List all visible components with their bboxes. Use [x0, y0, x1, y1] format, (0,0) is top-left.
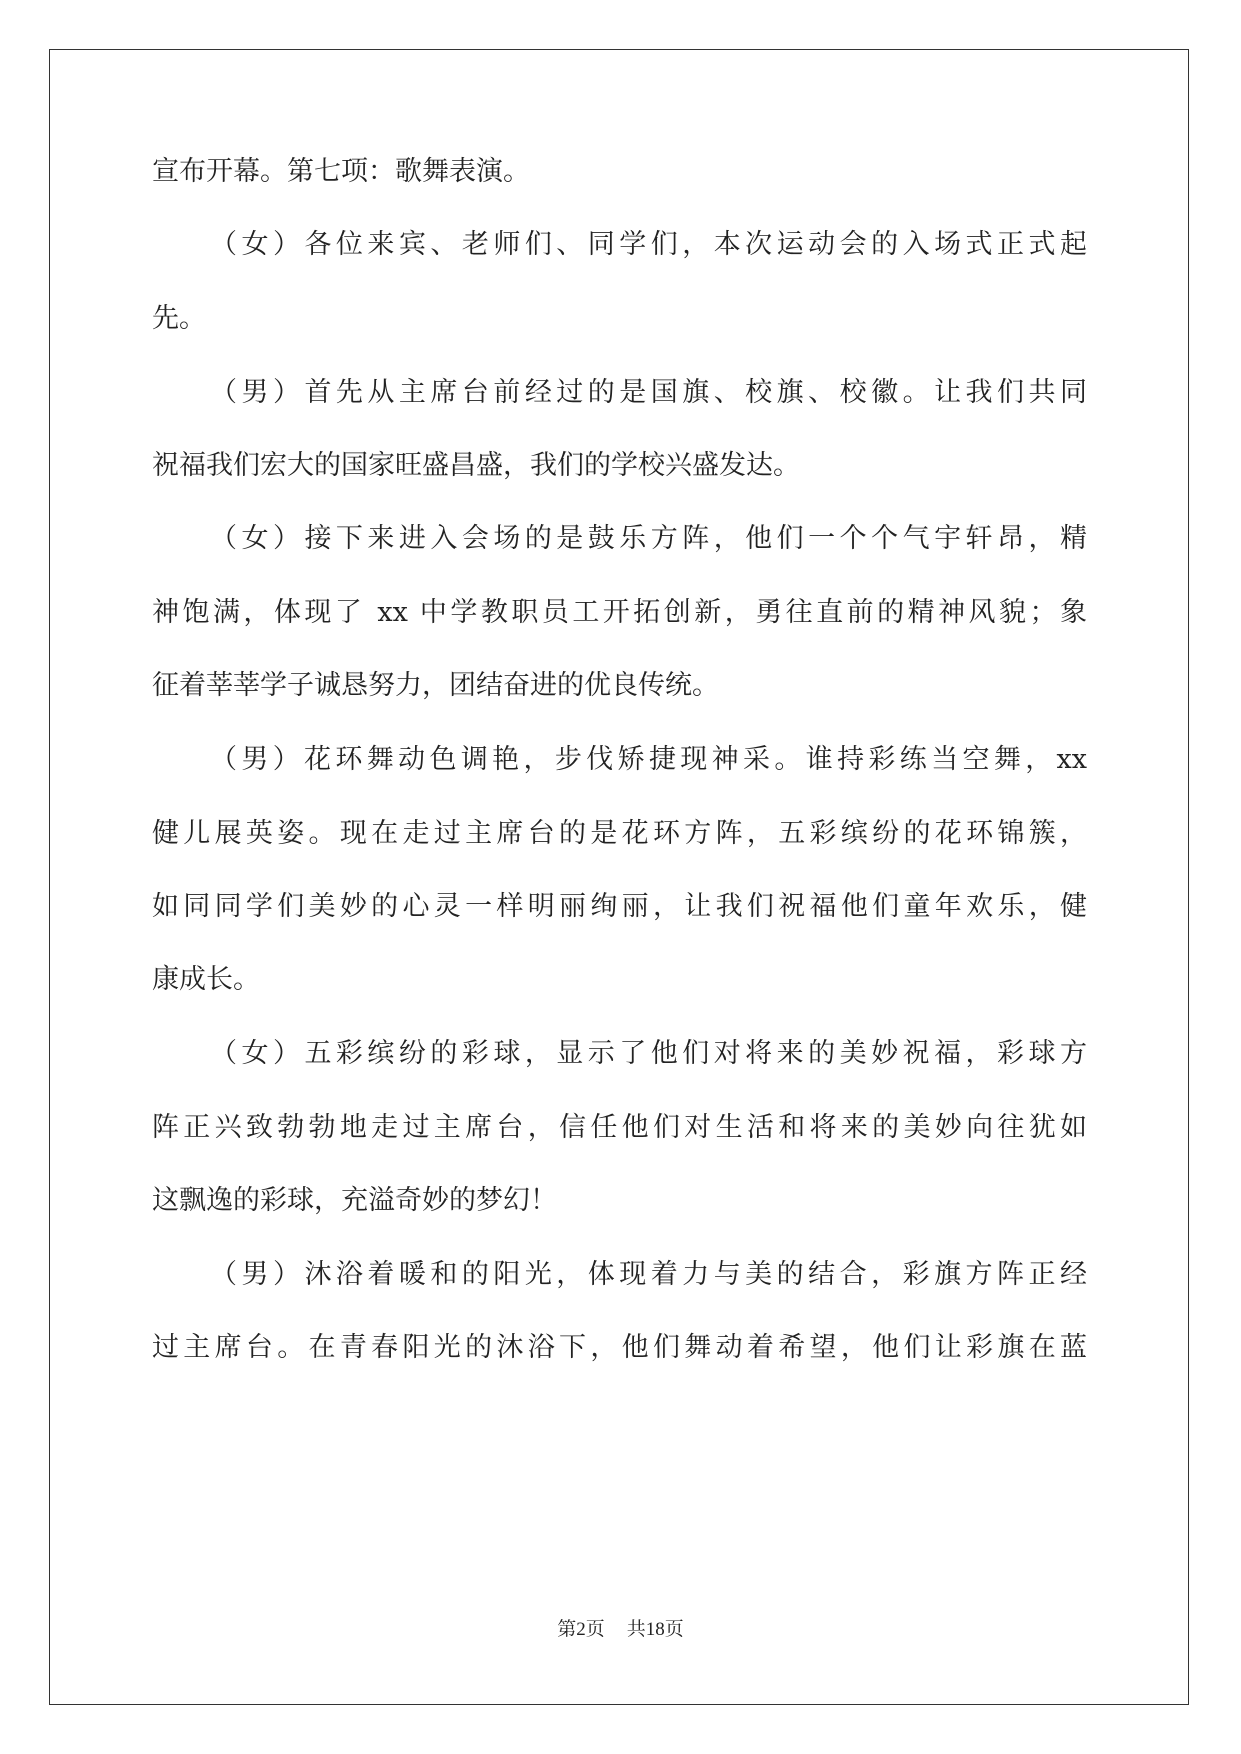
- text-line: 这飘逸的彩球，充溢奇妙的梦幻！: [152, 1185, 557, 1216]
- text-line: 如同同学们美妙的心灵一样明丽绚丽，让我们祝福他们童年欢乐，健: [152, 891, 1087, 922]
- text-line: （女）各位来宾、老师们、同学们，本次运动会的入场式正式起: [210, 229, 1087, 260]
- text-line: 过主席台。在青春阳光的沐浴下，他们舞动着希望，他们让彩旗在蓝: [152, 1332, 1087, 1363]
- text-line: 征着莘莘学子诚恳努力，团结奋进的优良传统。: [152, 670, 719, 701]
- page-total: 共18页: [626, 1619, 684, 1640]
- text-line: 健儿展英姿。现在走过主席台的是花环方阵，五彩缤纷的花环锦簇，: [152, 818, 1087, 849]
- page-number: 第2页: [557, 1619, 605, 1640]
- text-line: （女）接下来进入会场的是鼓乐方阵，他们一个个气宇轩昂，精: [210, 523, 1087, 554]
- text-line: 康成长。: [152, 964, 260, 995]
- text-line: （男）花环舞动色调艳，步伐矫捷现神采。谁持彩练当空舞，xx: [210, 744, 1087, 775]
- text-line: 阵正兴致勃勃地走过主席台，信任他们对生活和将来的美妙向往犹如: [152, 1112, 1087, 1143]
- text-line: （女）五彩缤纷的彩球，显示了他们对将来的美妙祝福，彩球方: [210, 1038, 1087, 1069]
- text-line: 宣布开幕。第七项：歌舞表演。: [152, 156, 530, 187]
- page-border: [49, 49, 1189, 1705]
- page-footer: [0, 1614, 1241, 1641]
- text-line: （男）首先从主席台前经过的是国旗、校旗、校徽。让我们共同: [210, 377, 1087, 408]
- text-line: （男）沐浴着暖和的阳光，体现着力与美的结合，彩旗方阵正经: [210, 1259, 1087, 1290]
- text-line: 神饱满，体现了 xx 中学教职员工开拓创新，勇往直前的精神风貌；象: [152, 597, 1087, 628]
- text-line: 先。: [152, 303, 206, 334]
- text-line: 祝福我们宏大的国家旺盛昌盛，我们的学校兴盛发达。: [152, 450, 800, 481]
